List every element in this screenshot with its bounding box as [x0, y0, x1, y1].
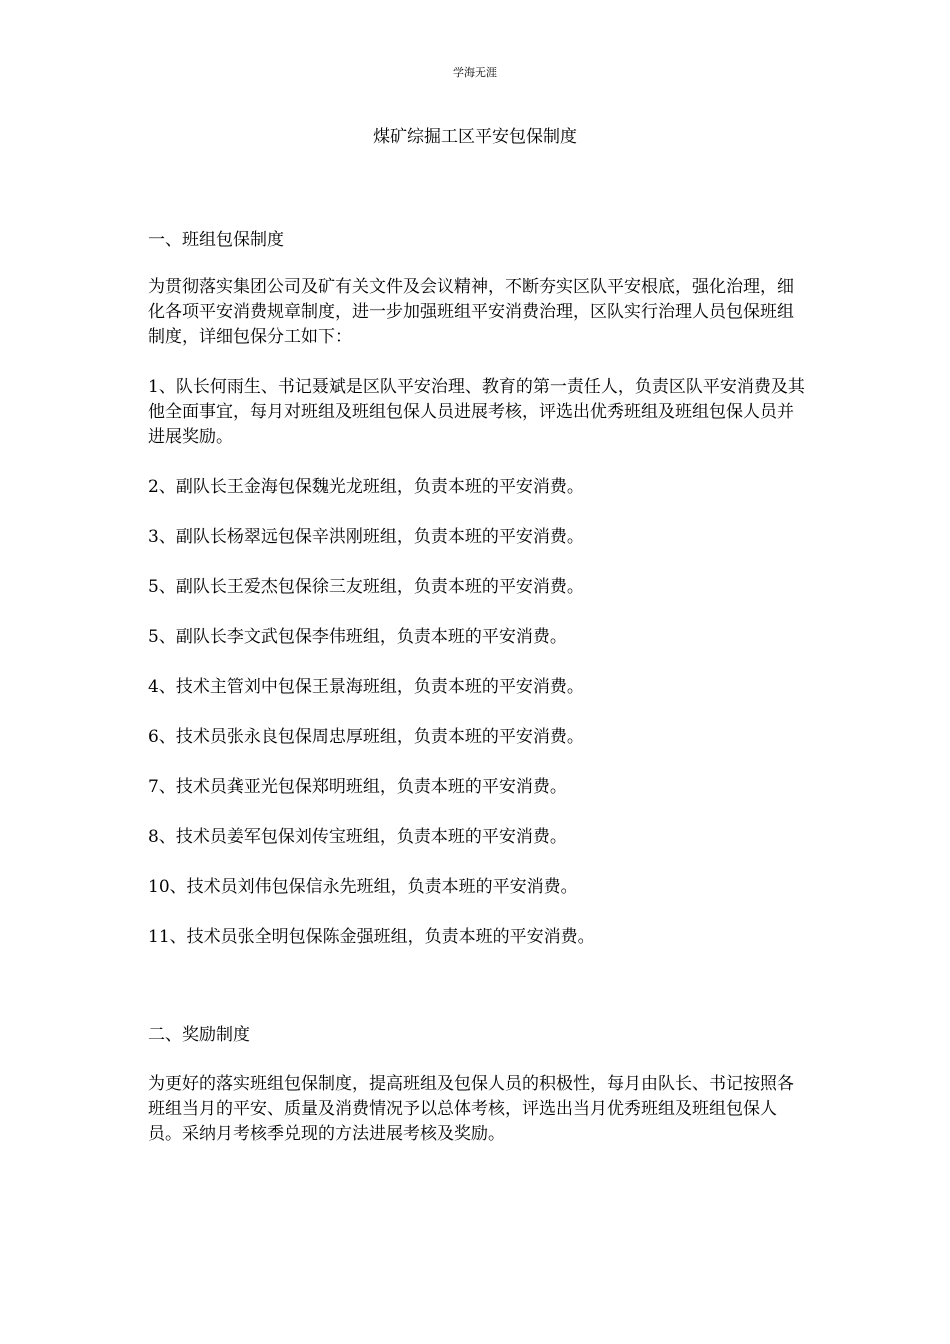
list-item: 5、副队长李文武包保李伟班组，负责本班的平安消费。 [148, 627, 567, 647]
section1-item-1: 1、队长何雨生、书记聂斌是区队平安治理、教育的第一责任人，负责区队平安消费及其他全面事宜，每月对班组及班组包保人员进展考核，评选出优秀班组及班组包保人员并进展奖励。 [148, 377, 805, 447]
list-item: 5、副队长王爱杰包保徐三友班组，负责本班的平安消费。 [148, 577, 584, 597]
section2-heading: 二、奖励制度 [148, 1025, 250, 1045]
list-item: 7、技术员龚亚光包保郑明班组，负责本班的平安消费。 [148, 777, 567, 797]
list-item: 2、副队长王金海包保魏光龙班组，负责本班的平安消费。 [148, 477, 584, 497]
list-item: 6、技术员张永良包保周忠厚班组，负责本班的平安消费。 [148, 727, 584, 747]
page-header: 学海无涯 [453, 66, 497, 79]
section1-heading: 一、班组包保制度 [148, 230, 284, 250]
list-item: 4、技术主管刘中包保王景海班组，负责本班的平安消费。 [148, 677, 584, 697]
document-title: 煤矿综掘工区平安包保制度 [373, 127, 577, 147]
list-item: 10、技术员刘伟包保信永先班组，负责本班的平安消费。 [148, 877, 578, 897]
section2-paragraph: 为更好的落实班组包保制度，提高班组及包保人员的积极性，每月由队长、书记按照各班组当月的平安、质量及消费情况予以总体考核，评选出当月优秀班组及班组包保人员。采纳月考核季兑现的方法进展考核及奖励。 [148, 1074, 794, 1144]
section1-intro: 为贯彻落实集团公司及矿有关文件及会议精神，不断夯实区队平安根底，强化治理，细化各项平安消费规章制度，进一步加强班组平安消费治理，区队实行治理人员包保班组制度，详细包保分工如下： [148, 277, 794, 347]
list-item: 8、技术员姜军包保刘传宝班组，负责本班的平安消费。 [148, 827, 567, 847]
list-item: 3、副队长杨翠远包保辛洪刚班组，负责本班的平安消费。 [148, 527, 584, 547]
list-item: 11、技术员张全明包保陈金强班组，负责本班的平安消费。 [148, 927, 595, 947]
section1-list [148, 475, 808, 975]
